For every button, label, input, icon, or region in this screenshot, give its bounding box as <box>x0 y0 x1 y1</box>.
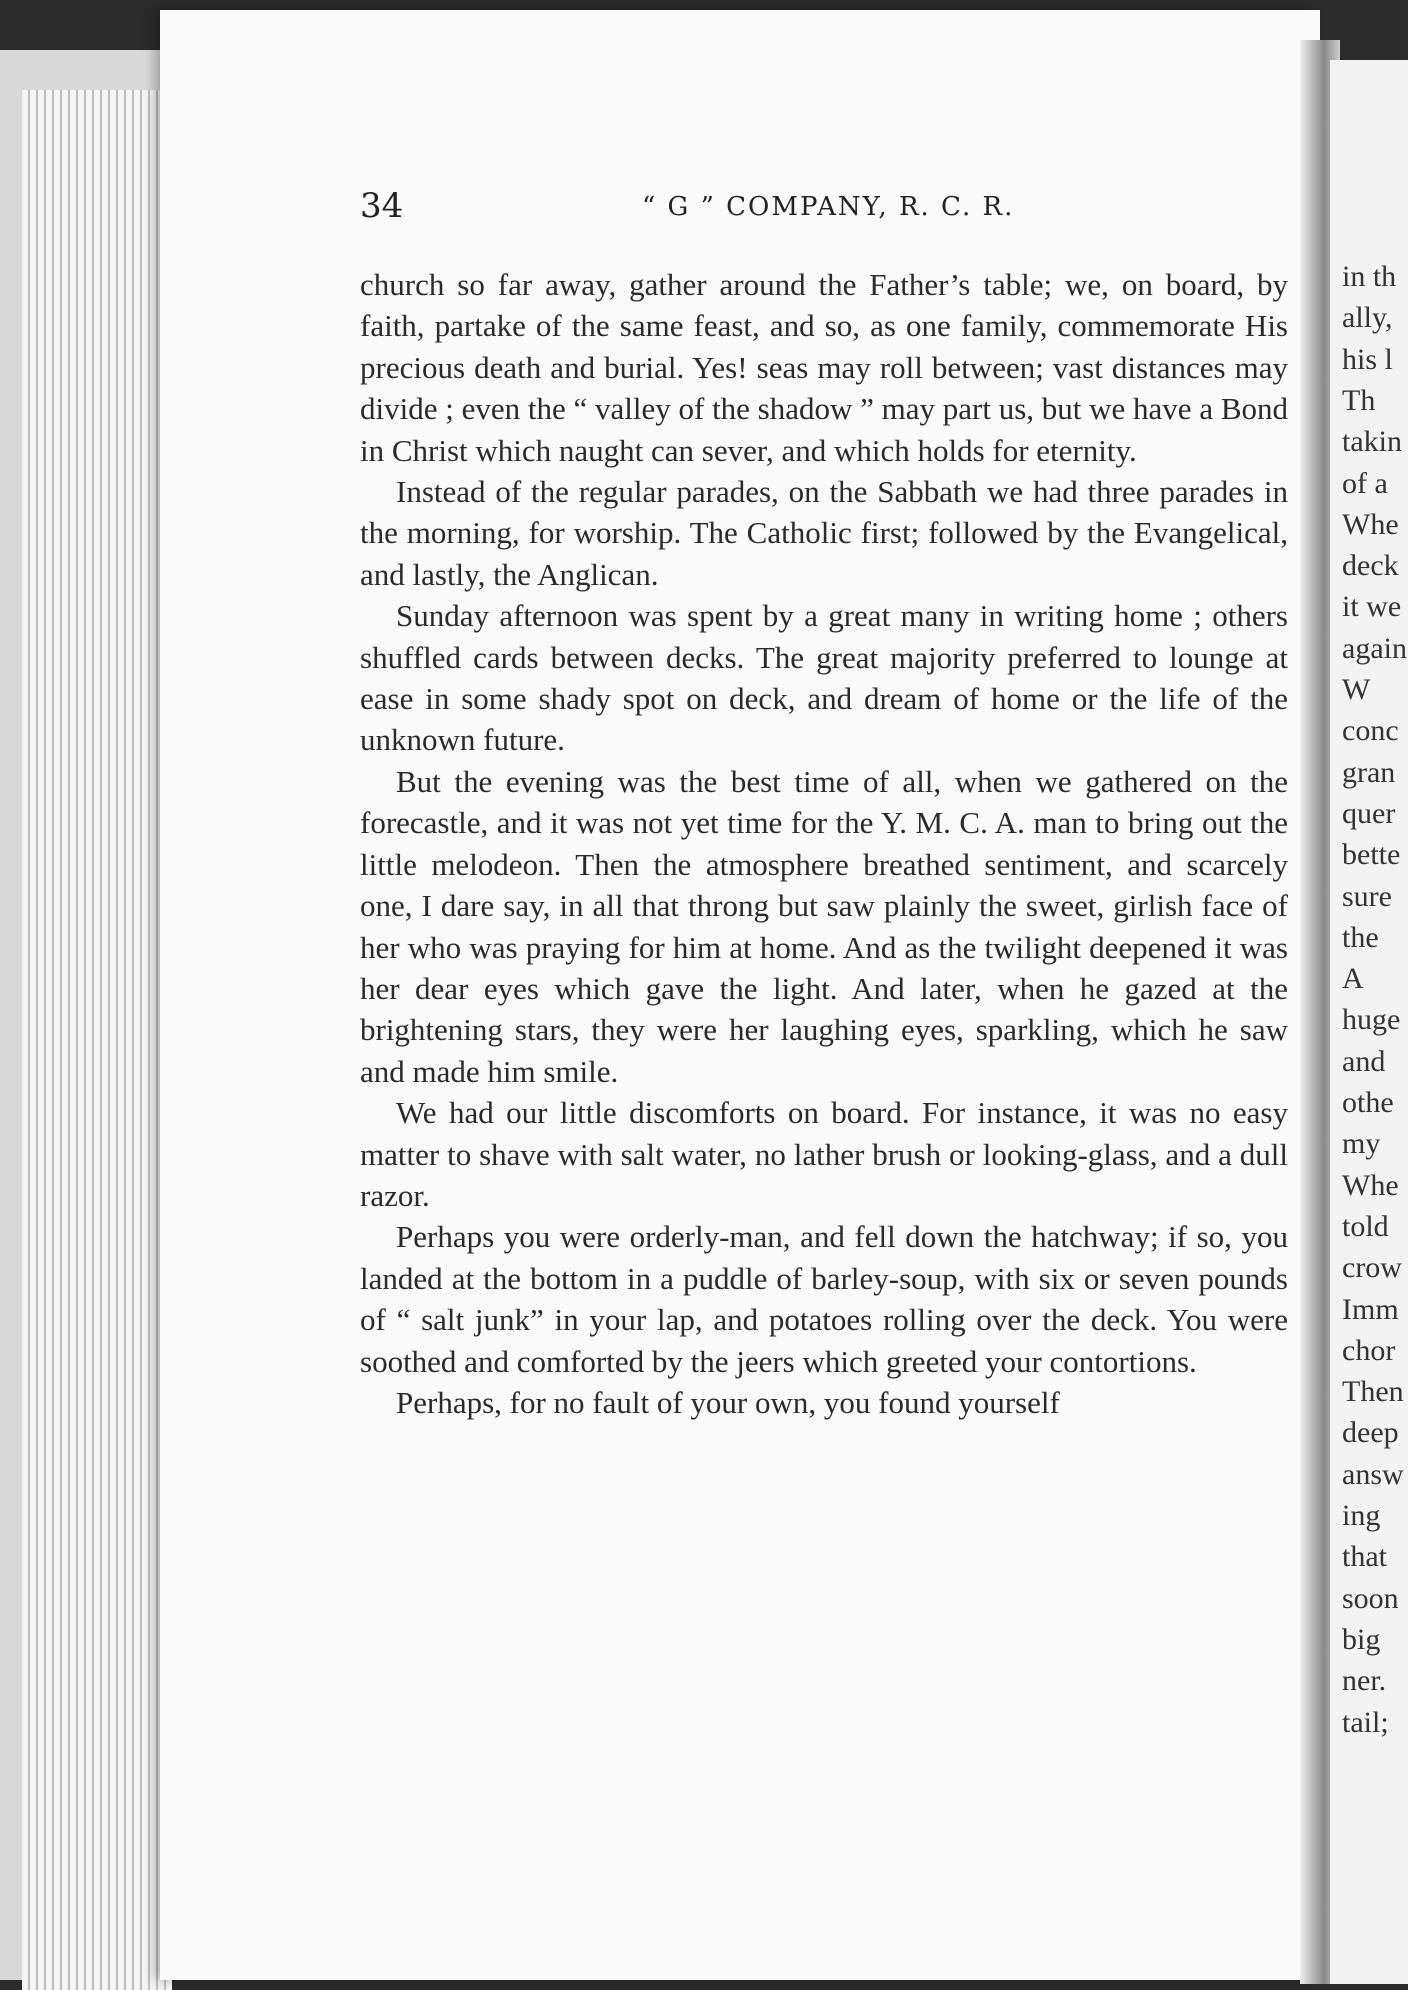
paragraph: We had our little discomforts on board. For instance, it was no easy matter to shave with salt water, no lather brush or looking-glass, and a dull razor. <box>360 1095 1288 1213</box>
paragraph: Perhaps you were orderly-man, and fell down the hatchway; if so, you landed at the bottom in a puddle of barley-soup, with six or seven pounds of “ salt junk” in your lap, and potatoes rolling over the deck. You were soothed and comforted by the jeers which greeted your contortions. <box>360 1219 1288 1379</box>
page-number: 34 <box>360 186 404 226</box>
paragraph: But the evening was the best time of all, when we gathered on the forecastle, and it was not yet time for the Y. M. C. A. man to bring out the little melodeon. Then the atmosphere breathed sentiment, and scarcely one, I dare say, in all that throng but saw plainly the sweet, girlish face of her who was praying for him at home. And as the twilight deepened it was her dear eyes which gave the light. And later, when he gazed at the brightening stars, they were her laughing eyes, sparkling, which he saw and made him smile. <box>360 763 1288 1089</box>
right-page-line: Imm <box>1342 1292 1399 1326</box>
running-head-title: “ G ” COMPANY, R. C. R. <box>642 192 1015 222</box>
right-page-line: sure <box>1342 879 1392 913</box>
right-page-line: Whe <box>1342 507 1399 541</box>
body-text <box>360 264 1288 1423</box>
paragraph: Sunday afternoon was spent by a great many in writing home ; others shuffled cards between decks. The great majority preferred to lounge at ease in some shady spot on deck, and dream of home or the life of the unknown future. <box>360 598 1288 758</box>
right-page-line: quer <box>1342 796 1396 830</box>
running-head <box>360 186 1260 230</box>
right-page-line: W <box>1342 673 1371 706</box>
right-page-line: that <box>1342 1540 1387 1574</box>
right-page-line: chor <box>1342 1333 1396 1367</box>
right-page-line: ing <box>1342 1499 1381 1532</box>
right-page-line: of a <box>1342 466 1388 500</box>
right-page-line: othe <box>1342 1086 1394 1119</box>
right-page-line: it we <box>1342 590 1402 624</box>
right-page-line: again <box>1342 631 1407 665</box>
right-page-line: deep <box>1342 1416 1399 1450</box>
right-page-line: ner. <box>1342 1664 1387 1698</box>
right-page-line: and <box>1342 1044 1386 1078</box>
right-page-edge <box>1330 60 1408 1984</box>
right-page-line: the <box>1342 920 1379 954</box>
page-edges <box>22 90 172 1990</box>
right-page-line: in th <box>1342 260 1397 293</box>
right-page-line: his l <box>1342 342 1393 376</box>
right-page-line: takin <box>1342 425 1402 459</box>
right-page-line: Whe <box>1342 1168 1399 1202</box>
right-page-line: Then <box>1342 1375 1404 1409</box>
right-page-line: answ <box>1342 1457 1404 1491</box>
right-page-line: bette <box>1342 838 1401 872</box>
right-page-line: conc <box>1342 714 1399 748</box>
right-page-line: huge <box>1342 1003 1401 1037</box>
right-page-line: Th <box>1342 383 1376 417</box>
right-page-line: tail; <box>1342 1705 1389 1739</box>
paragraph: Instead of the regular parades, on the Sabbath we had three parades in the morning, for worship. The Catholic first; followed by the Evangelical, and lastly, the Anglican. <box>360 474 1288 592</box>
paragraph: church so far away, gather around the Father’s table; we, on board, by faith, partake of the same feast, and so, as one family, commemorate His precious death and burial. Yes! seas may roll between; vast distances may divide ; even the “ valley of the shadow ” may part us, but we have a Bond in Christ which naught can sever, and which holds for eternity. <box>360 267 1289 468</box>
right-page-line: my <box>1342 1127 1381 1161</box>
right-page-line: told <box>1342 1209 1389 1243</box>
right-page-line: big <box>1342 1622 1381 1656</box>
right-page-line: crow <box>1342 1251 1402 1285</box>
right-page-line: A <box>1342 962 1364 996</box>
right-page-line: gran <box>1342 755 1396 789</box>
right-page-line: deck <box>1342 549 1399 583</box>
right-page-line: ally, <box>1342 301 1393 335</box>
right-page-line: soon <box>1342 1581 1399 1615</box>
paragraph: Perhaps, for no fault of your own, you found yourself <box>396 1384 1060 1420</box>
